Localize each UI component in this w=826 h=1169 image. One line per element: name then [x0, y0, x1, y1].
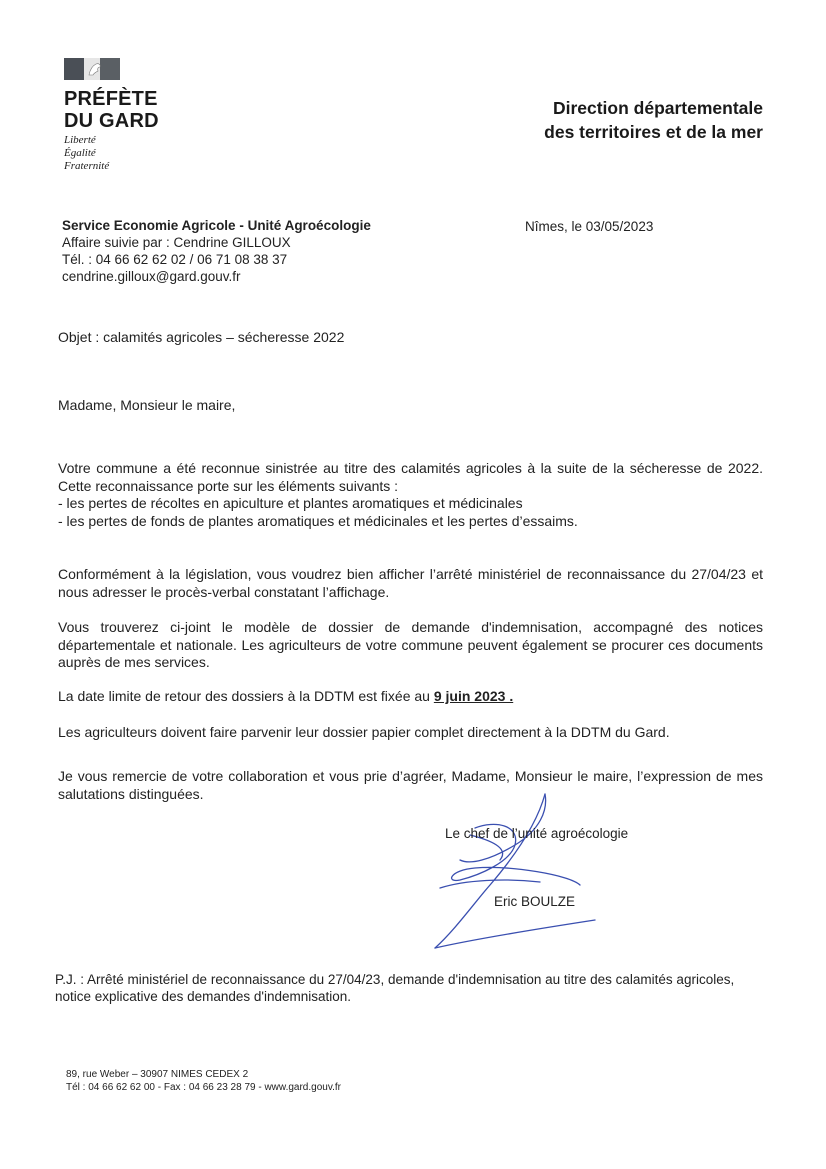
- prefecture-line-1: PRÉFÈTE: [64, 88, 158, 110]
- republic-motto: [64, 134, 159, 173]
- prefecture-line-2: DU GARD: [64, 110, 159, 132]
- recognition-item-1: - les pertes de récoltes en apiculture et plantes aromatiques et médicinales: [58, 495, 523, 511]
- republic-flag-icon: [64, 58, 120, 80]
- direction-line-1: Direction départementale: [552, 98, 763, 118]
- footer-address: 89, rue Weber – 30907 NIMES CEDEX 2: [66, 1069, 249, 1080]
- motto-liberte: Liberté: [64, 134, 96, 146]
- letter-subject: Objet : calamités agricoles – sécheresse 2022: [58, 329, 345, 345]
- letter-date: Nîmes, le 03/05/2023: [525, 219, 654, 234]
- footer: [66, 1068, 341, 1094]
- prefecture-title: [64, 88, 159, 132]
- paragraph-recognition-text: Votre commune a été reconnue sinistrée au titre des calamités agricoles à la suite de la sécheresse de 2022. Cette reconnaissance porte sur les éléments suivants :: [58, 460, 763, 494]
- email-address: cendrine.gilloux@gard.gouv.fr: [62, 269, 241, 284]
- phone-numbers: Tél. : 04 66 62 62 02 / 06 71 08 38 37: [62, 252, 288, 267]
- paragraph-submission: Les agriculteurs doivent faire parvenir leur dossier papier complet directement à la DDTM du Gard.: [58, 724, 670, 740]
- attachments-list: P.J. : Arrêté ministériel de reconnaissance du 27/04/23, demande d'indemnisation au titre des calamités agricoles, notice explicative des demandes d'indemnisation.: [55, 972, 735, 1004]
- handwritten-signature: [420, 790, 620, 960]
- sender-block: [62, 217, 371, 285]
- footer-contact: Tél : 04 66 62 62 00 - Fax : 04 66 23 28 79 - www.gard.gouv.fr: [66, 1082, 341, 1093]
- motto-fraternite: Fraternité: [64, 160, 110, 172]
- paragraph-closing: Je vous remercie de votre collaboration et vous prie d’agréer, Madame, Monsieur le maire, l’expression de mes salutations distinguées.: [58, 768, 763, 802]
- deadline-date: 9 juin 2023 .: [433, 688, 514, 704]
- paragraph-documents: Vous trouverez ci-joint le modèle de dossier de demande d'indemnisation, accompagné des notices départementale et nationale. Les agriculteurs de votre commune peuvent également se procurer ces documents auprès de mes services.: [58, 619, 763, 670]
- signatory-title: Le chef de l’unité agroécologie: [445, 826, 629, 841]
- marianne-icon: [86, 61, 104, 77]
- prefecture-logo-block: [64, 58, 159, 173]
- direction-line-2: des territoires et de la mer: [544, 122, 763, 142]
- service-name: Service Economie Agricole - Unité Agroécologie: [62, 218, 371, 233]
- direction-header: [544, 96, 763, 144]
- paragraph-deadline: [58, 688, 763, 706]
- handled-by: Affaire suivie par : Cendrine GILLOUX: [62, 235, 291, 250]
- recognition-item-2: - les pertes de fonds de plantes aromatiques et médicinales et les pertes d’essaims.: [58, 512, 578, 529]
- paragraph-recognition: [58, 460, 763, 530]
- paragraph-legislation: Conformément à la législation, vous voudrez bien afficher l’arrêté ministériel de reconnaissance du 27/04/23 et nous adresser le procès-verbal constatant l’affichage.: [58, 566, 763, 600]
- deadline-text: La date limite de retour des dossiers à la DDTM est fixée au: [58, 688, 434, 704]
- motto-egalite: Égalité: [64, 147, 96, 159]
- signatory-name: Eric BOULZE: [494, 894, 576, 909]
- letter-salutation: Madame, Monsieur le maire,: [58, 397, 236, 413]
